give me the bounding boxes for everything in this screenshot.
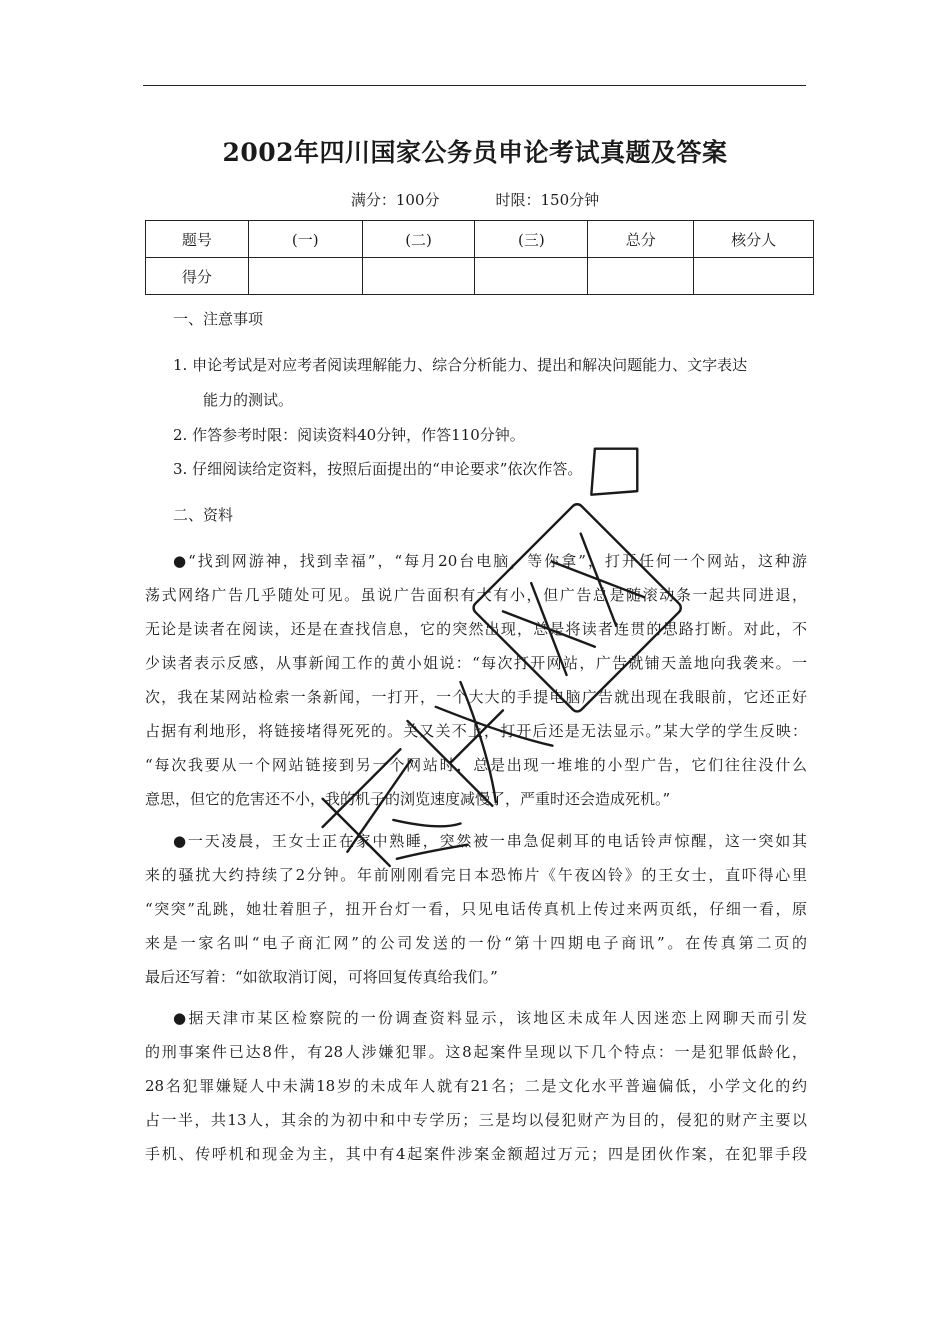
score-table-header-cell: 总分 [588,221,694,258]
note-item-continuation: 能力的测试。 [203,391,294,409]
score-table-header-row [146,221,814,258]
paragraph-line: 荡式网络广告几乎随处可见。虽说广告面积有大有小，但广告总是随滚动条一起共同进退， [145,586,807,604]
score-table-header-cell: (二) [362,221,475,258]
note-item: 2. 作答参考时限：阅读资料40分钟，作答110分钟。 [173,426,525,444]
score-table-header-cell: 核分人 [694,221,814,258]
paragraph-line: 手机、传呼机和现金为主，其中有4起案件涉案金额超过万元；四是团伙作案，在犯罪手段 [145,1145,807,1163]
section-heading-notes: 一、注意事项 [173,310,264,328]
score-cell [694,258,814,295]
paragraph-line: ●据天津市某区检察院的一份调查资料显示，该地区未成年人因迷恋上网聊天而引发 [173,1009,807,1027]
paragraph-line: 的刑事案件已达8件，有28人涉嫌犯罪。这8起案件呈现以下几个特点：一是犯罪低龄化， [145,1043,807,1061]
time-limit-label: 时限：150分钟 [495,191,600,209]
paragraph-line: 28名犯罪嫌疑人中未满18岁的未成年人就有21名；二是文化水平普遍偏低，小学文化的约 [145,1077,807,1095]
score-cell [362,258,475,295]
score-cell [248,258,362,295]
score-table-row [146,258,814,295]
paragraph-line: 最后还写着：“如欲取消订阅，可将回复传真给我们。” [145,968,498,986]
paragraph-line: 来的骚扰大约持续了2分钟。年前刚刚看完日本恐怖片《午夜凶铃》的王女士，直吓得心里 [145,866,807,884]
full-score-label: 满分：100分 [350,191,440,209]
paragraph-line: ●一天凌晨，王女士正在家中熟睡，突然被一串急促刺耳的电话铃声惊醒，这一突如其 [173,832,807,850]
score-cell [475,258,588,295]
exam-meta [0,189,950,210]
score-table-header-cell: 题号 [146,221,249,258]
paragraph-line: 占据有利地形，将链接堵得死死的。关又关不上，打开后还是无法显示。”某大学的学生反映： [145,722,807,740]
paragraph-line: 少读者表示反感，从事新闻工作的黄小姐说：“每次打开网站，广告就铺天盖地向我袭来。一 [145,654,807,672]
header-rule [143,85,806,86]
paragraph-line: “突突”乱跳，她壮着胆子，扭开台灯一看，只见电话传真机上传过来两页纸，仔细一看，原 [145,900,807,918]
score-table-header-cell: (一) [248,221,362,258]
paragraph-line: 意思，但它的危害还不小，我的机子的浏览速度减慢了，严重时还会造成死机。” [145,790,671,808]
paragraph-line: 来是一家名叫“电子商汇网”的公司发送的一份“第十四期电子商讯”。在传真第二页的 [145,934,807,952]
paragraph-line: 占一半，共13人，其余的为初中和中专学历；三是均以侵犯财产为目的，侵犯的财产主要以 [145,1111,807,1129]
note-item: 1. 申论考试是对应考者阅读理解能力、综合分析能力、提出和解决问题能力、文字表达 [173,356,748,374]
paragraph-line: 次，我在某网站检索一条新闻，一打开，一个大大的手提电脑广告就出现在我眼前，它还正好 [145,688,807,706]
score-table [145,220,814,295]
section-heading-materials: 二、资料 [173,506,234,524]
paragraph-line: “每次我要从一个网站链接到另一个网站时，总是出现一堆堆的小型广告，它们往往没什么 [145,756,807,774]
score-cell [588,258,694,295]
paragraph-line: ●“找到网游神，找到幸福”，“每月20台电脑，等你拿”，打开任何一个网站，这种游 [173,552,807,570]
paragraph-line: 无论是读者在阅读，还是在查找信息，它的突然出现，总是将读者连贯的思路打断。对此，不 [145,620,807,638]
score-table-row-label: 得分 [146,258,249,295]
document-title: 2002年四川国家公务员申论考试真题及答案 [222,138,728,167]
note-item: 3. 仔细阅读给定资料，按照后面提出的“申论要求”依次作答。 [173,460,583,478]
score-table-header-cell: (三) [475,221,588,258]
